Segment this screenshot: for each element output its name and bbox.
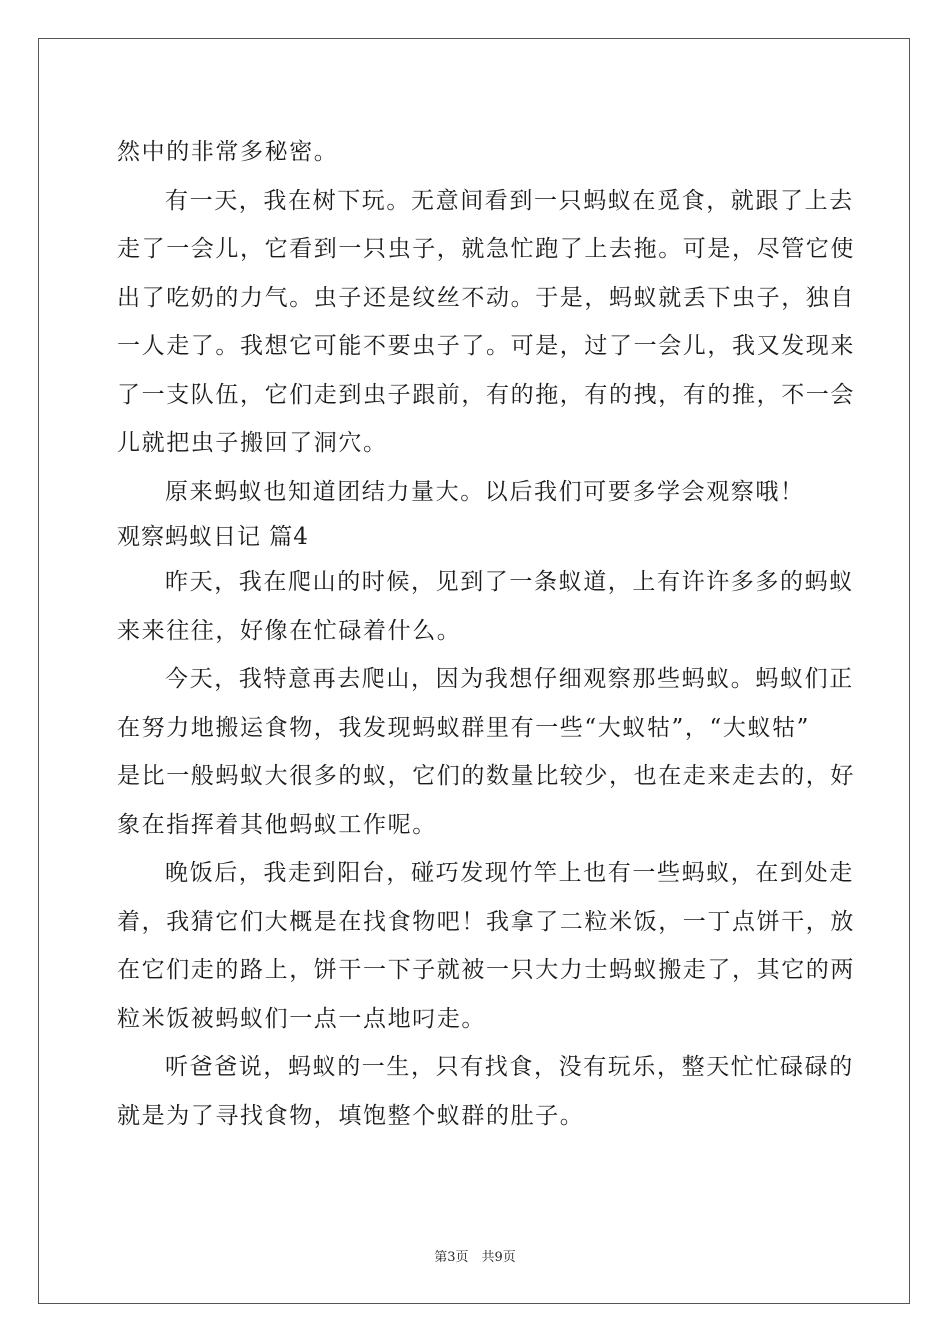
text-line: 走了一会儿，它看到一只虫子，就急忙跑了上去拖。可是，尽管它使 xyxy=(117,236,855,262)
text-line: 着，我猜它们大概是在找食物吧！我拿了二粒米饭，一丁点饼干，放 xyxy=(117,908,855,935)
text-line: 是比一般蚂蚁大很多的蚁，它们的数量比较少，也在走来走去的，好 xyxy=(117,763,855,789)
text-line: 有一天，我在树下玩。无意间看到一只蚂蚁在觅食，就跟了上去 xyxy=(165,187,854,214)
document-body xyxy=(117,128,855,1140)
text-line: 今天，我特意再去爬山，因为我想仔细观察那些蚂蚁。蚂蚁们正 xyxy=(165,666,854,692)
page-number: 第3页 共9页 xyxy=(434,1250,516,1265)
text-line: 晚饭后，我走到阳台，碰巧发现竹竿上也有一些蚂蚁，在到处走 xyxy=(165,860,854,886)
section-heading: 观察蚂蚁日记 篇4 xyxy=(117,524,309,550)
text-line: 儿就把虫子搬回了洞穴。 xyxy=(117,430,388,456)
text-line: 原来蚂蚁也知道团结力量大。以后我们可要多学会观察哦！ xyxy=(165,478,805,505)
text-line: 昨天，我在爬山的时候，见到了一条蚁道，上有许许多多的蚂蚁 xyxy=(165,569,854,595)
text-line: 象在指挥着其他蚂蚁工作呢。 xyxy=(117,811,437,838)
text-line: 就是为了寻找食物，填饱整个蚁群的肚子。 xyxy=(117,1102,585,1129)
text-line: 听爸爸说，蚂蚁的一生，只有找食，没有玩乐，整天忙忙碌碌的 xyxy=(165,1054,854,1080)
text-line: 然中的非常多秘密。 xyxy=(117,139,339,165)
text-line: 出了吃奶的力气。虫子还是纹丝不动。于是，蚂蚁就丢下虫子，独自 xyxy=(117,284,855,311)
text-line: 在努力地搬运食物，我发现蚂蚁群里有一些“大蚁牯”，“大蚁牯” xyxy=(117,714,811,741)
text-line: 在它们走的路上，饼干一下子就被一只大力士蚂蚁搬走了，其它的两 xyxy=(117,957,855,983)
text-line: 来来往往，好像在忙碌着什么。 xyxy=(117,617,462,644)
text-line: 粒米饭被蚂蚁们一点一点地叼走。 xyxy=(117,1005,486,1032)
text-line: 一人走了。我想它可能不要虫子了。可是，过了一会儿，我又发现来 xyxy=(117,333,855,359)
text-line: 了一支队伍，它们走到虫子跟前，有的拖，有的拽，有的推，不一会 xyxy=(117,381,855,408)
